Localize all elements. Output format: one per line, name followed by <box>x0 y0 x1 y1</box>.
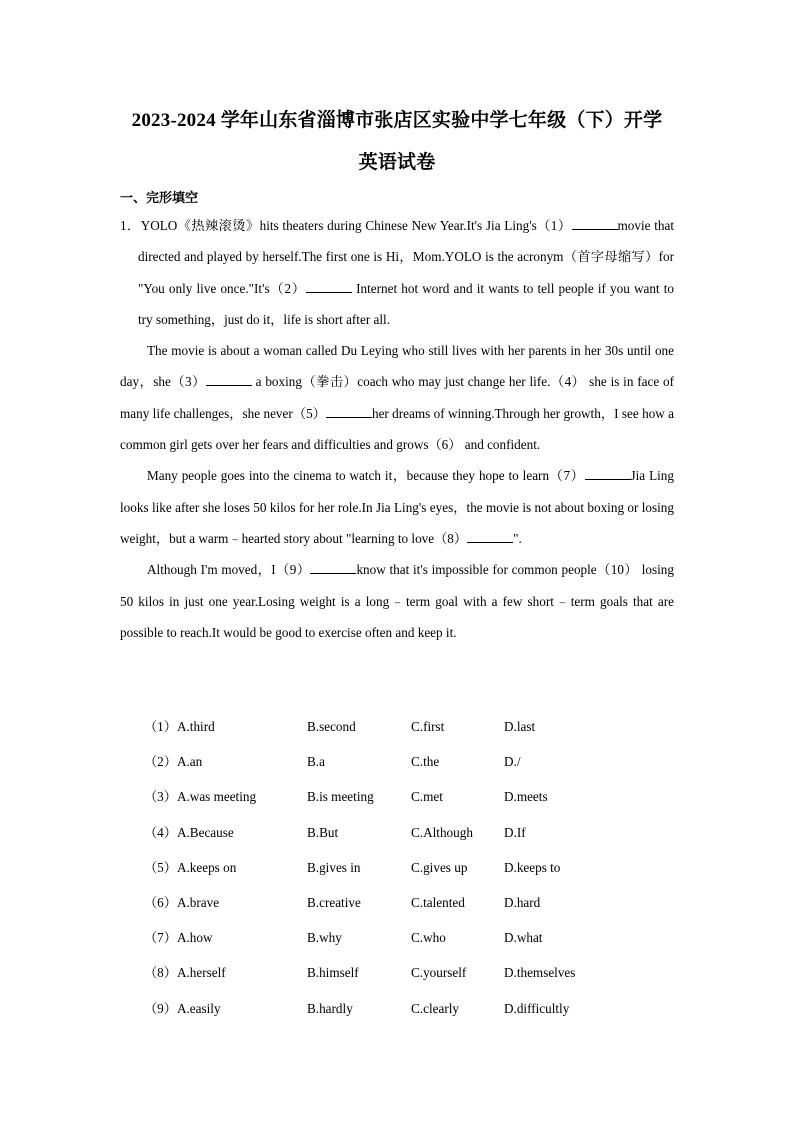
option-b: B.gives in <box>307 859 361 875</box>
passage-text: YOLO《热辣滚烫》hits theaters during Chinese New Year.It's Jia Ling's（1） <box>140 218 572 233</box>
answer-blank <box>467 530 513 543</box>
option-row <box>144 747 664 782</box>
option-d: D.themselves <box>504 965 576 981</box>
option-d: D./ <box>504 754 521 770</box>
option-a: （4）A.Because <box>144 824 234 840</box>
option-c: C.who <box>411 930 446 946</box>
option-b: B.But <box>307 824 339 840</box>
question-number: 1． <box>120 218 141 233</box>
option-a: （8）A.herself <box>144 965 226 981</box>
passage-text: Many people goes into the cinema to watch it，because they hope to learn（7） <box>147 468 585 484</box>
passage-text: Internet hot word and it wants to tell people if you want to try something，just do it，life is short after all. <box>138 280 674 327</box>
option-b: B.creative <box>307 894 361 910</box>
option-c: C.gives up <box>411 859 468 875</box>
option-d: D.what <box>504 930 543 946</box>
passage-text: know that it's impossible for common people（10） losing 50 kilos in just one year.Losing weight is a long﹣term goal with a few short﹣term goals that are possible to reach.It would be good to exercise often and keep it. <box>120 562 674 640</box>
answer-blank <box>206 373 252 386</box>
passage-text: The movie is about a woman called Du Leying who still lives with her parents in her 30s until one day，she（3） <box>120 343 674 390</box>
option-b: B.a <box>307 754 325 770</box>
passage-text: movie that directed and played by herself.The first one is Hi，Mom.YOLO is the acronym（首字母缩写）for "You only live once."It's（2） <box>138 218 674 296</box>
answer-blank <box>326 405 372 418</box>
passage-text: Although I'm moved，I（9） <box>147 562 311 578</box>
passage-text: ". <box>513 530 522 546</box>
option-row <box>144 712 664 747</box>
option-row <box>144 923 664 958</box>
answer-blank <box>310 561 356 574</box>
answer-blank <box>306 280 352 293</box>
option-a: （6）A.brave <box>144 894 220 910</box>
option-c: C.the <box>411 754 440 770</box>
option-row <box>144 782 664 817</box>
section-heading: 一、完形填空 <box>120 191 199 206</box>
option-b: B.why <box>307 930 342 946</box>
option-b: B.is meeting <box>307 789 374 805</box>
option-row <box>144 888 664 923</box>
passage-text: her dreams of winning.Through her growth，I see how a common girl gets over her fears and difficulties and grows（6） and confident. <box>120 405 674 453</box>
option-c: C.yourself <box>411 965 467 981</box>
option-a: （2）A.an <box>144 754 203 770</box>
paragraph-2 <box>120 335 674 460</box>
option-d: D.keeps to <box>504 859 561 875</box>
answer-options <box>144 712 664 1029</box>
option-d: D.difficultly <box>504 1000 570 1016</box>
option-d: D.meets <box>504 789 548 805</box>
option-c: C.met <box>411 789 443 805</box>
option-a: （9）A.easily <box>144 1000 221 1016</box>
option-a: （5）A.keeps on <box>144 859 237 875</box>
exam-title-line-2: 英语试卷 <box>358 152 436 173</box>
option-c: C.talented <box>411 894 465 910</box>
paragraph-1 <box>120 210 674 335</box>
option-a: （7）A.how <box>144 930 213 946</box>
paragraph-3 <box>120 460 674 554</box>
answer-blank <box>572 217 618 230</box>
option-d: D.hard <box>504 894 541 910</box>
option-row <box>144 958 664 993</box>
option-d: D.If <box>504 824 526 840</box>
option-a: （3）A.was meeting <box>144 789 257 805</box>
option-row <box>144 853 664 888</box>
exam-title-line-1: 2023-2024 学年山东省淄博市张店区实验中学七年级（下）开学 <box>131 110 663 131</box>
passage-text: Jia Ling looks like after she loses 50 kilos for her role.In Jia Ling's eyes，the movie is not about boxing or losing weight，but a warm﹣hearted story about "learning to love（8） <box>120 468 674 546</box>
passage-text: a boxing（拳击）coach who may just change her life.（4） she is in face of many life challenges，she never（5） <box>120 374 674 421</box>
option-c: C.first <box>411 719 445 734</box>
option-row <box>144 994 664 1029</box>
paragraph-4 <box>120 554 674 648</box>
option-c: C.Although <box>411 824 473 840</box>
option-a: （1）A.third <box>144 719 215 734</box>
answer-blank <box>585 467 631 480</box>
option-row <box>144 818 664 853</box>
option-d: D.last <box>504 719 536 734</box>
option-b: B.himself <box>307 965 359 981</box>
option-b: B.hardly <box>307 1000 353 1016</box>
option-c: C.clearly <box>411 1000 459 1016</box>
option-b: B.second <box>307 719 356 734</box>
cloze-passage <box>120 210 674 648</box>
